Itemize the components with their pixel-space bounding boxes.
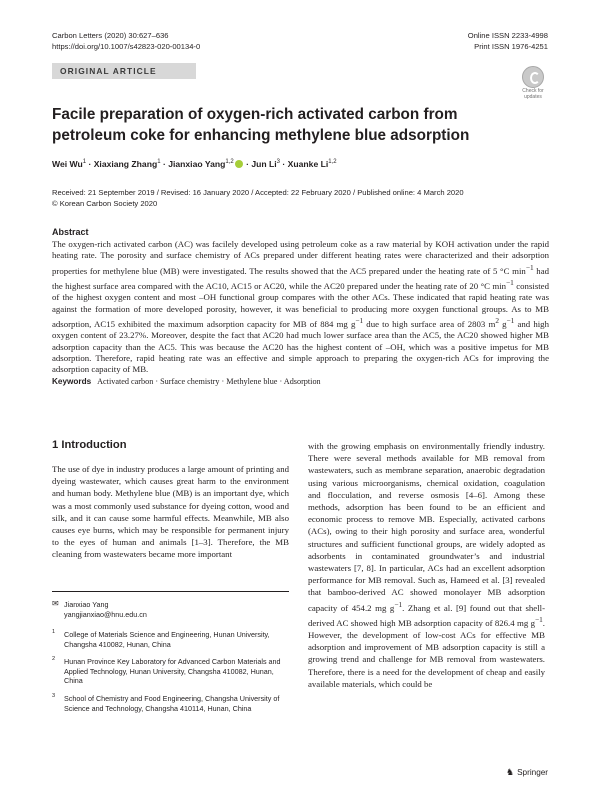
article-type-banner: ORIGINAL ARTICLE — [52, 63, 196, 79]
running-header-right — [468, 31, 548, 52]
keywords-label: Keywords — [52, 377, 92, 386]
online-issn: Online ISSN 2233-4998 — [467, 31, 548, 40]
affiliation-3: 3 School of Chemistry and Food Engineering, Changsha University of Science and Technology, Changsha 410114, Hunan, China — [52, 693, 280, 713]
author-name[interactable]: Xuanke Li — [287, 159, 329, 169]
springer-horse-icon: ♞ — [506, 767, 515, 777]
abstract-body: The oxygen-rich activated carbon (AC) was facilely developed using petroleum coke as a raw material by KOH activation under the rapid heating rate. The porosity and surface chemistry of ACs prepared under different heating rates were characterized and their adsorption properties for methylene blue (MB) were investigated. The results showed that the AC5 prepared under the heating rate of 5 °C $\min^{-1}$ had the highest surface area compared with the AC10, AC15 or AC20, while the AC20 prepared under the heating rate of 20 °C $\min^{-1}$ consisted of the highest oxygen content and most –OH functional group compares with the other ACs. These indicated that rapid heating rate was against the formation of more developed porosity, however, it was beneficial to producing more oxygen functional groups. As to MB adsorption, AC15 exhibited the maximum adsorption capacity for MB of 884 mg $g^{-1}$ due to high surface area of 2803 $m^2$ $g^{-1}$ and high oxygen content of 23.27%. Moreover, despite the fact that AC20 had much lower surface area than the AC5, the AC20 showed higher MB adsorption capacity than the AC5. This was because the AC20 has the highest content of –OH, which was a positive impetus for MB adsorption. Therefore, rapid heating rate was an effective and simple approach to preparing the oxygen-rich ACs for improving the adsorption capacity of MB. — [52, 239, 549, 375]
section-heading-introduction: 1 Introduction — [52, 439, 127, 451]
doi-link[interactable]: https://doi.org/10.1007/s42823-020-00134-0 — [52, 41, 201, 51]
keywords-line — [52, 376, 321, 387]
intro-left-column: The use of dye in industry produces a large amount of printing and dyeing wastewater, which causes great harm to the environment and human body. Methylene blue (MB) is an important dye, which was a most commonly used substance for dyeing cotton, wood and silk, and it can cause some harmful effects. Meanwhile, MB also causes eye burns, which may be responsible for permanent injury to the eyes of human and animals [1–3]. Therefore, the MB cleaning from wastewaters became more important — [52, 464, 289, 560]
footnote-divider — [52, 591, 289, 592]
author-name[interactable]: Wei Wu — [52, 159, 83, 169]
keywords-list: Activated carbon · Surface chemistry · Methylene blue · Adsorption — [97, 377, 321, 386]
affiliation-1: 1 College of Materials Science and Engineering, Hunan University, Changsha 410082, Hunan, China — [52, 629, 270, 649]
author-name[interactable]: Xiaxiang Zhang — [93, 159, 158, 169]
journal-citation: Carbon Letters (2020) 30:627–636 — [52, 31, 169, 40]
abstract-heading: Abstract — [52, 227, 89, 237]
contact-name: Jianxiao Yang — [64, 600, 109, 609]
running-header-left — [52, 31, 200, 52]
article-title: Facile preparation of oxygen-rich activated carbon from petroleum coke for enhancing methylene blue adsorption — [52, 106, 470, 144]
check-for-updates-icon — [522, 66, 544, 88]
check-updates-label: Check for updates — [522, 88, 544, 100]
contact-email[interactable]: yangjianxiao@hnu.edu.cn — [64, 609, 147, 619]
publisher-logo — [506, 767, 548, 778]
check-for-updates-badge[interactable] — [516, 66, 550, 100]
orcid-icon[interactable] — [235, 160, 243, 168]
author-list: Wei $Wu^1$ · Xiaxiang Zhang$^1$ · Jianxiao Yang$^{1,2}$ · Jun $Li^3$ · Xuanke Li$^{1,2}$ — [52, 159, 337, 169]
author-name[interactable]: Jianxiao Yang — [168, 159, 226, 169]
envelope-icon: ✉ — [52, 599, 59, 608]
history-dates: Received: 21 September 2019 / Revised: 16 January 2020 / Accepted: 22 February 2020 / Published online: 4 March 2020 — [52, 188, 464, 197]
affiliation-2: 2 Hunan Province Key Laboratory for Advanced Carbon Materials and Applied Technology, Hunan University, Changsha 410082, Hunan, China — [52, 656, 281, 686]
publisher-name: Springer — [517, 768, 549, 777]
author-name[interactable]: Jun Li — [251, 159, 277, 169]
publication-dates — [52, 188, 464, 209]
print-issn: Print ISSN 1976-4251 — [474, 41, 548, 51]
corresponding-author — [52, 600, 289, 619]
copyright-line: © Korean Carbon Society 2020 — [52, 198, 158, 208]
intro-right-column: with the growing emphasis on environmentally friendly industry. There were several methods available for MB removal from wastewaters, such as membrane separation, anaerobic degradation using various microorganisms, chemical oxidation, coagulation and flocculation, and reverse osmosis [4–6]. Among these methods, adsorption has been found to be an efficient and economic process to remove MB. Especially, activated carbons (ACs), owing to their high porosity and surface area, wonderful structures and sufficient functional groups, are widely adopted as adsorbents in contaminated groundwater’s and industrial wastewaters [7, 8]. In particular, ACs had an excellent adsorption performance for MB removal. Such as, Hameed et al. [3] revealed that bamboo-derived AC showed monolayer MB adsorption capacity of 454.2 mg $g^{-1}$. Zhang et al. [9] found out that shell-derived AC showed high MB adsorption capacity of 826.4 mg $g^{-1}$. However, the development of low-cost ACs for effective MB adsorption and improvement of MB adsorption capacity is still a growing trend and challenge for MB removal from wastewaters. Therefore, there is a need for the development of cheap and easily available materials, which could be — [308, 441, 545, 689]
